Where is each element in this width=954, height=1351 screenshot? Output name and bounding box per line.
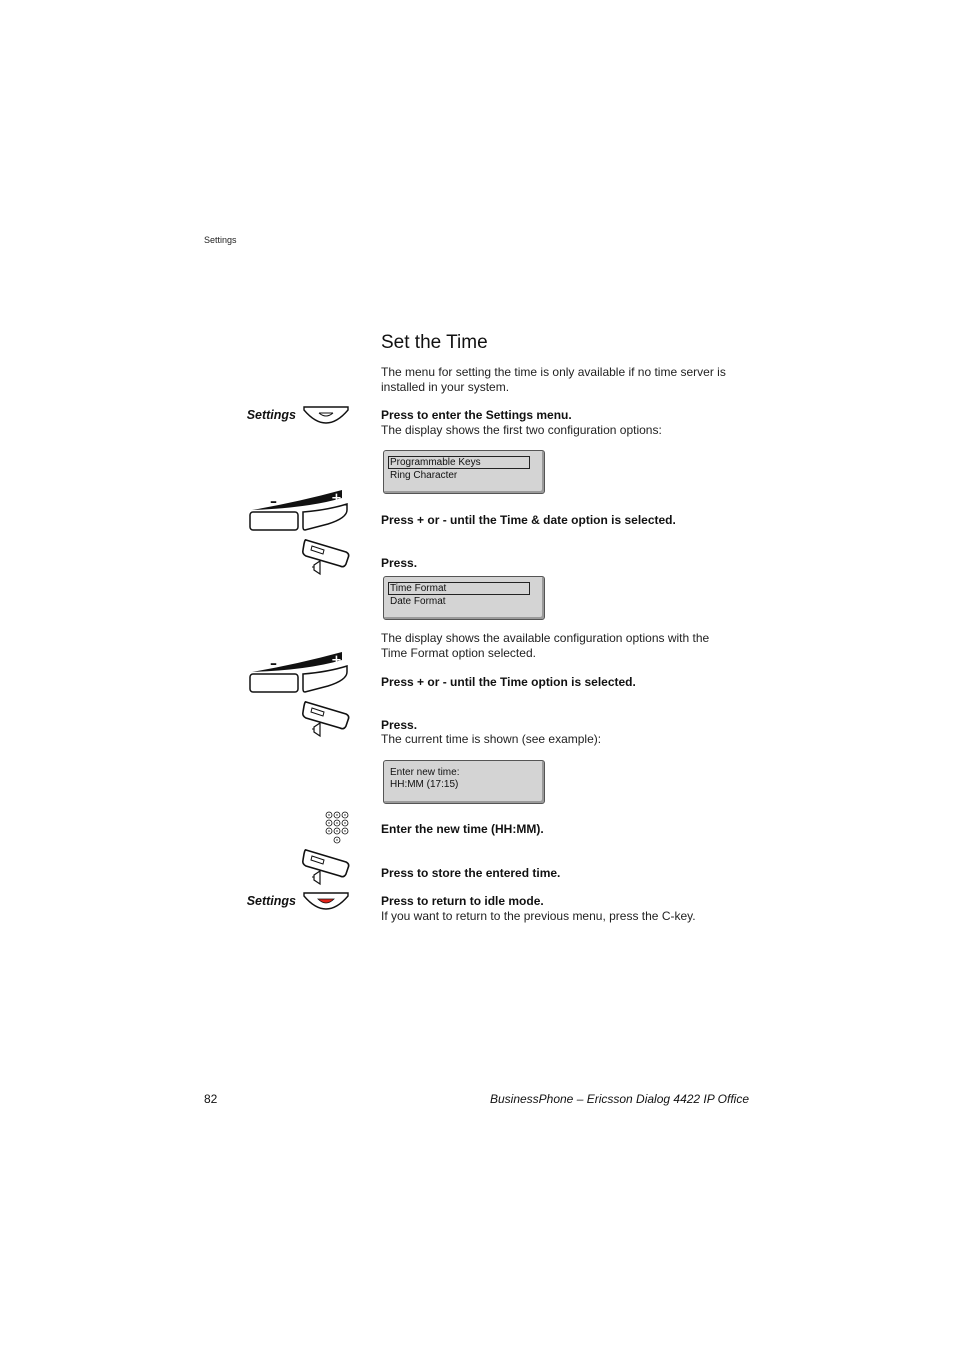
step-description (381, 631, 709, 661)
step-description: If you want to return to the previous menu, press the C-key. (381, 909, 696, 923)
step-description: The current time is shown (see example): (381, 732, 602, 746)
step-instruction: Press to enter the Settings menu. (381, 408, 572, 422)
keypad-icon (325, 811, 351, 847)
document-title: BusinessPhone – Ericsson Dialog 4422 IP Office (489, 1092, 749, 1106)
step-description: The display shows the first two configuration options: (381, 423, 662, 437)
selection-key-icon (300, 700, 352, 740)
plus-glyph: + (331, 491, 342, 506)
phone-display (383, 450, 545, 494)
settings-label: Settings (246, 894, 296, 908)
running-header: Settings (204, 235, 237, 245)
display-line: Ring Character (390, 470, 458, 481)
minus-glyph: – (270, 656, 277, 672)
display-line: Time Format (390, 583, 447, 594)
selection-key-icon (300, 848, 352, 888)
plus-glyph: + (331, 653, 342, 668)
step-instruction: Press. (381, 718, 418, 732)
step-instruction: Press to return to idle mode. (381, 894, 544, 908)
display-line: Date Format (390, 596, 446, 607)
display-line: HH:MM (17:15) (390, 779, 459, 790)
settings-key-icon (302, 404, 350, 426)
intro-paragraph (381, 365, 726, 395)
selection-key-icon (300, 538, 352, 578)
settings-label: Settings (246, 408, 296, 422)
display-line: Enter new time: (390, 767, 460, 778)
page-title: Set the Time (381, 332, 488, 353)
description-line: The display shows the available configuration options with the (381, 631, 710, 645)
intro-line: installed in your system. (381, 380, 510, 394)
display-line: Programmable Keys (390, 457, 481, 468)
intro-line: The menu for setting the time is only available if no time server is (381, 365, 726, 379)
step-instruction: Enter the new time (HH:MM). (381, 822, 544, 836)
step-instruction: Press + or - until the Time option is selected. (381, 675, 636, 689)
phone-display (383, 760, 545, 804)
phone-display (383, 576, 545, 620)
plus-minus-keys-icon (248, 488, 352, 534)
settings-key-idle-icon (302, 890, 350, 912)
step-instruction: Press + or - until the Time & date option is selected. (381, 513, 676, 527)
minus-glyph: – (270, 494, 277, 510)
step-instruction: Press. (381, 556, 418, 570)
plus-minus-keys-icon (248, 650, 352, 696)
step-instruction: Press to store the entered time. (381, 866, 561, 880)
description-line: Time Format option selected. (381, 646, 536, 660)
page-number: 82 (204, 1092, 218, 1106)
